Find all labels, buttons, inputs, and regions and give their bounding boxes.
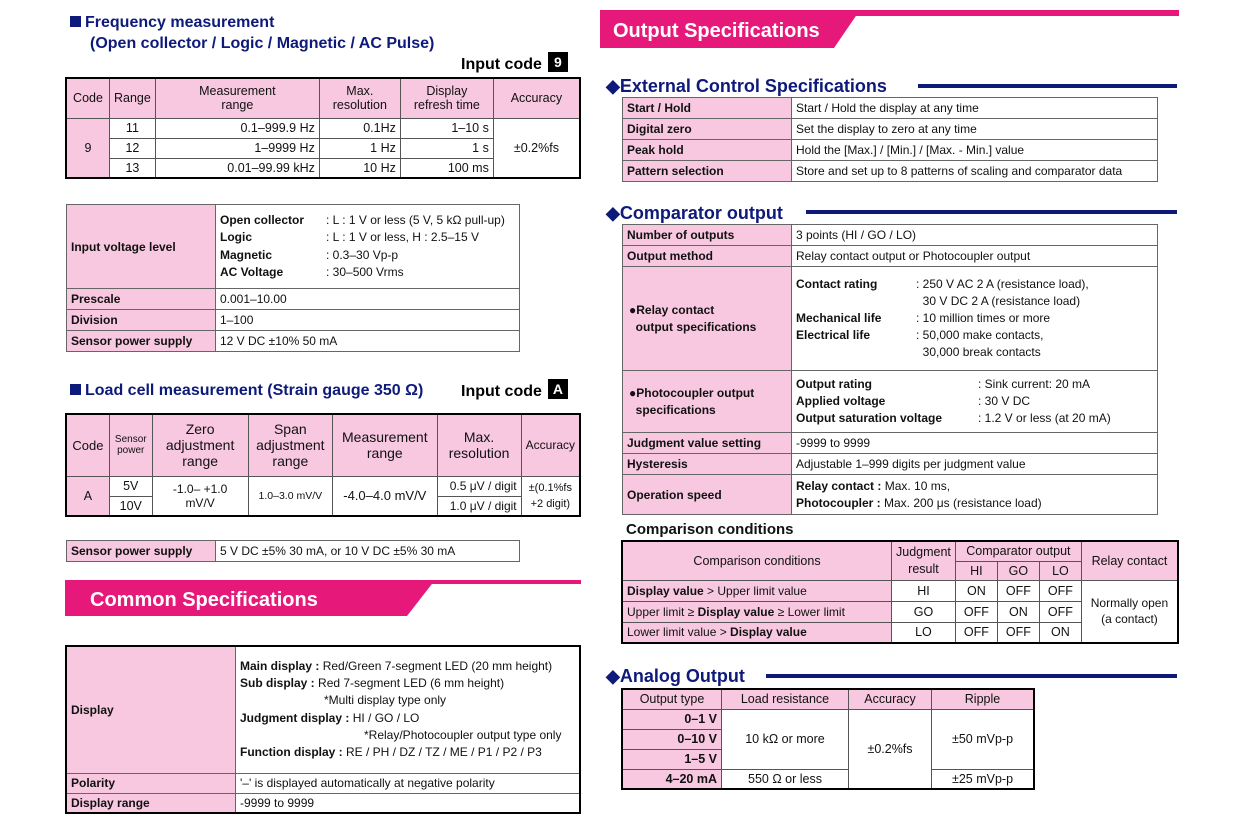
res-cell: 0.5 μV / digit xyxy=(437,476,521,496)
display-key: Main display : xyxy=(240,658,320,673)
col-header-line: result xyxy=(908,561,939,576)
photo-value: : Sink current: 20 mA xyxy=(978,377,1091,391)
output-specs-banner xyxy=(600,10,1179,48)
polarity-value: '–' is displayed automatically at negative polarity xyxy=(236,773,581,793)
spec-value: Relay contact output or Photocoupler output xyxy=(792,246,1158,267)
refresh-cell: 100 ms xyxy=(400,158,493,178)
spec-label: Judgment value setting xyxy=(623,433,792,454)
col-header: Accuracy xyxy=(493,78,580,118)
os-key: Photocoupler : xyxy=(796,495,881,510)
res-cell: 1.0 μV / digit xyxy=(437,496,521,516)
comparator-table xyxy=(622,224,1158,515)
relay-line: (a contact) xyxy=(1101,612,1158,627)
common-specs-table xyxy=(65,645,581,814)
polarity-label: Polarity xyxy=(66,773,236,793)
title-rule xyxy=(766,674,1177,678)
load-cell-title-text: Load cell measurement (Strain gauge 350 Ω) xyxy=(85,382,424,399)
display-key: Judgment display : xyxy=(240,710,350,725)
spec-value: Store and set up to 8 patterns of scaling and comparator data xyxy=(792,161,1158,182)
relay-values xyxy=(792,267,1158,371)
condition-part: Display value xyxy=(730,625,807,640)
spec-value: 3 points (HI / GO / LO) xyxy=(792,225,1158,246)
condition-part: > Upper limit value xyxy=(703,583,807,598)
range-cell: 11 xyxy=(110,118,156,138)
meas-cell: 0.01–99.99 kHz xyxy=(155,158,319,178)
condition-part: Display value xyxy=(697,604,775,619)
res-cell: 10 Hz xyxy=(319,158,400,178)
ivl-key: AC Voltage xyxy=(220,265,284,279)
ripple-cell: ±50 mVp-p xyxy=(932,709,1035,769)
display-key: Sub display : xyxy=(240,676,315,691)
load-input-code xyxy=(461,379,568,401)
table-row xyxy=(622,580,1178,601)
lo-cell: OFF xyxy=(1039,580,1081,601)
spec-label: Peak hold xyxy=(623,140,792,161)
accuracy-line: ±(0.1%fs xyxy=(528,481,572,494)
spec-label: Operation speed xyxy=(623,475,792,515)
col-header: Load resistance xyxy=(722,689,849,709)
table-row xyxy=(66,476,580,496)
range-cell: 12 xyxy=(110,138,156,158)
relay-key: Electrical life xyxy=(796,328,871,342)
display-note: *Multi display type only xyxy=(324,693,447,708)
comparator-title-text: Comparator output xyxy=(619,203,783,223)
hi-cell: ON xyxy=(955,580,997,601)
display-value: Red 7-segment LED (6 mm height) xyxy=(314,676,505,691)
col-header: Range xyxy=(110,78,156,118)
spec-value: 5 V DC ±5% 30 mA, or 10 V DC ±5% 30 mA xyxy=(216,541,520,562)
meas-cell: -4.0–4.0 mV/V xyxy=(333,476,437,516)
input-code-badge: 9 xyxy=(548,52,568,72)
ivl-value: : L : 1 V or less (5 V, 5 kΩ pull-up) xyxy=(326,212,505,227)
spec-label: Division xyxy=(67,310,216,331)
condition-cell xyxy=(622,580,892,601)
photo-key: Output saturation voltage xyxy=(796,411,943,425)
relay-line: Normally open xyxy=(1090,596,1169,611)
relay-value: : 50,000 make contacts, xyxy=(916,328,1044,342)
relay-contact-cell xyxy=(1081,580,1178,643)
ext-control-table xyxy=(622,97,1158,182)
code-cell: 9 xyxy=(66,118,110,178)
photo-value: : 30 V DC xyxy=(978,394,1031,408)
display-line xyxy=(240,675,575,692)
relay-key: Mechanical life xyxy=(796,311,882,325)
input-spec-table xyxy=(66,204,520,352)
output-type-cell: 0–10 V xyxy=(622,729,722,749)
hi-cell: OFF xyxy=(955,622,997,643)
spec-label: Digital zero xyxy=(623,119,792,140)
lo-cell: ON xyxy=(1039,622,1081,643)
sensor-power-cell: 10V xyxy=(109,496,152,516)
col-header: HI xyxy=(955,561,997,580)
refresh-cell: 1 s xyxy=(400,138,493,158)
col-header: Max. resolution xyxy=(437,414,521,476)
photo-values xyxy=(792,371,1158,433)
output-type-cell: 0–1 V xyxy=(622,709,722,729)
spec-label: Number of outputs xyxy=(623,225,792,246)
table-row xyxy=(622,769,1034,789)
display-value: Red/Green 7-segment LED (20 mm height) xyxy=(319,658,553,673)
comparator-title xyxy=(606,203,783,224)
ext-control-title xyxy=(606,76,887,97)
load-cell-table xyxy=(65,413,581,517)
col-header: Ripple xyxy=(932,689,1035,709)
analog-table xyxy=(621,688,1035,790)
ivl-label: Input voltage level xyxy=(67,205,216,289)
relay-label-line: ●Relay contact xyxy=(629,302,715,317)
comparison-conditions-title: Comparison conditions xyxy=(626,521,794,538)
diamond-icon: ◆ xyxy=(606,76,620,96)
col-header: Comparator output xyxy=(955,541,1081,561)
spec-value: Adjustable 1–999 digits per judgment value xyxy=(792,454,1158,475)
condition-part: Display value xyxy=(627,583,704,598)
ivl-value: : L : 1 V or less, H : 2.5–15 V xyxy=(326,230,479,244)
output-specs-title: Output Specifications xyxy=(613,20,820,42)
load-cell: 550 Ω or less xyxy=(722,769,849,789)
output-type-cell: 4–20 mA xyxy=(622,769,722,789)
col-header: Code xyxy=(66,78,110,118)
os-value: Max. 10 ms, xyxy=(881,478,951,493)
ext-control-title-text: External Control Specifications xyxy=(619,76,887,96)
title-rule xyxy=(806,210,1177,214)
meas-cell: 0.1–999.9 Hz xyxy=(155,118,319,138)
refresh-cell: 1–10 s xyxy=(400,118,493,138)
col-header: Display refresh time xyxy=(400,78,493,118)
diamond-icon: ◆ xyxy=(606,203,620,223)
input-code-badge: A xyxy=(548,379,568,399)
accuracy-cell: ±0.2%fs xyxy=(493,118,580,178)
photo-label xyxy=(623,371,792,433)
comparison-table xyxy=(621,540,1179,644)
condition-cell xyxy=(622,601,892,622)
display-key: Function display : xyxy=(240,745,343,760)
spec-label: Start / Hold xyxy=(623,98,792,119)
display-label: Display xyxy=(66,646,236,773)
title-rule xyxy=(918,84,1177,88)
ripple-cell: ±25 mVp-p xyxy=(932,769,1035,789)
col-header: Output type xyxy=(622,689,722,709)
display-note: *Relay/Photocoupler output type only xyxy=(364,728,562,743)
ivl-key: Logic xyxy=(220,230,252,244)
table-row xyxy=(622,709,1034,729)
output-type-cell: 1–5 V xyxy=(622,749,722,769)
display-value: HI / GO / LO xyxy=(349,710,420,725)
judgment-cell: HI xyxy=(892,580,956,601)
frequency-subtitle: (Open collector / Logic / Magnetic / AC Pulse) xyxy=(90,35,435,52)
display-values xyxy=(236,646,581,773)
table-row xyxy=(66,118,580,138)
col-header: Max. resolution xyxy=(319,78,400,118)
col-header: Accuracy xyxy=(849,689,932,709)
spec-label: Hysteresis xyxy=(623,454,792,475)
col-header: Sensor power xyxy=(109,414,152,476)
input-code-label: Input code xyxy=(461,383,542,400)
range-cell: 13 xyxy=(110,158,156,178)
col-header xyxy=(892,541,956,580)
display-line xyxy=(240,710,575,727)
col-header: Zero adjustment range xyxy=(152,414,248,476)
analog-title-text: Analog Output xyxy=(619,666,745,686)
res-cell: 1 Hz xyxy=(319,138,400,158)
relay-value: : 10 million times or more xyxy=(916,311,1051,325)
display-line xyxy=(240,744,575,761)
accuracy-line: +2 digit) xyxy=(530,497,571,510)
frequency-input-code xyxy=(461,52,568,74)
os-key: Relay contact : xyxy=(796,478,882,493)
lo-cell: OFF xyxy=(1039,601,1081,622)
common-specs-banner xyxy=(65,580,581,616)
photo-label-line: specifications xyxy=(635,402,716,417)
col-header-line: Judgment xyxy=(896,544,951,559)
ivl-key: Open collector xyxy=(220,212,305,227)
relay-value: 30,000 break contacts xyxy=(916,345,1041,359)
res-cell: 0.1Hz xyxy=(319,118,400,138)
zero-cell: -1.0– +1.0 mV/V xyxy=(152,476,248,516)
col-header: Relay contact xyxy=(1081,541,1178,580)
spec-value: 12 V DC ±10% 50 mA xyxy=(216,331,520,352)
col-header: Comparison conditions xyxy=(622,541,892,580)
relay-value: 30 V DC 2 A (resistance load) xyxy=(916,294,1081,308)
ivl-value: : 30–500 Vrms xyxy=(326,265,404,279)
hi-cell: OFF xyxy=(955,601,997,622)
col-header: Code xyxy=(66,414,109,476)
load-sps-table xyxy=(66,540,520,562)
frequency-title-text: Frequency measurement xyxy=(85,14,275,31)
col-header: Measurement range xyxy=(155,78,319,118)
spec-value: 1–100 xyxy=(216,310,520,331)
col-header: GO xyxy=(997,561,1039,580)
range-value: -9999 to 9999 xyxy=(236,793,581,813)
square-bullet-icon xyxy=(70,16,81,27)
go-cell: OFF xyxy=(997,622,1039,643)
spec-label: Pattern selection xyxy=(623,161,792,182)
spec-value: Set the display to zero at any time xyxy=(792,119,1158,140)
accuracy-cell xyxy=(521,476,580,516)
span-cell: 1.0–3.0 mV/V xyxy=(248,476,333,516)
spec-value: Start / Hold the display at any time xyxy=(792,98,1158,119)
relay-label-line: output specifications xyxy=(635,319,757,334)
go-cell: ON xyxy=(997,601,1039,622)
spec-label: Output method xyxy=(623,246,792,267)
sensor-power-cell: 5V xyxy=(109,476,152,496)
display-line xyxy=(240,658,575,675)
spec-label: Sensor power supply xyxy=(67,331,216,352)
relay-value: : 250 V AC 2 A (resistance load), xyxy=(916,277,1089,291)
display-value: RE / PH / DZ / TZ / ME / P1 / P2 / P3 xyxy=(342,745,542,760)
range-label: Display range xyxy=(66,793,236,813)
spec-value: 0.001–10.00 xyxy=(216,289,520,310)
operation-speed-values xyxy=(792,475,1158,515)
accuracy-cell: ±0.2%fs xyxy=(849,709,932,789)
relay-key xyxy=(796,293,916,310)
condition-part: Upper limit ≥ xyxy=(627,604,698,619)
spec-label: Sensor power supply xyxy=(67,541,216,562)
spec-value: Hold the [Max.] / [Min.] / [Max. - Min.] value xyxy=(792,140,1158,161)
load-cell-title xyxy=(70,382,423,400)
frequency-table xyxy=(65,77,581,179)
load-cell: 10 kΩ or more xyxy=(722,709,849,769)
relay-key xyxy=(796,344,916,361)
col-header: Span adjustment range xyxy=(248,414,333,476)
frequency-title xyxy=(70,14,274,32)
photo-key: Output rating xyxy=(796,377,872,391)
photo-key: Applied voltage xyxy=(796,394,886,408)
col-header: Measurement range xyxy=(333,414,437,476)
photo-value: : 1.2 V or less (at 20 mA) xyxy=(978,411,1111,425)
square-bullet-icon xyxy=(70,384,81,395)
condition-part: Lower limit value > xyxy=(627,625,731,640)
ivl-values xyxy=(216,205,520,289)
spec-value: -9999 to 9999 xyxy=(792,433,1158,454)
code-cell: A xyxy=(66,476,109,516)
judgment-cell: GO xyxy=(892,601,956,622)
diamond-icon: ◆ xyxy=(606,666,620,686)
judgment-cell: LO xyxy=(892,622,956,643)
ivl-value: : 0.3–30 Vp-p xyxy=(326,247,399,262)
ivl-key: Magnetic xyxy=(220,247,273,262)
spec-label: Prescale xyxy=(67,289,216,310)
meas-cell: 1–9999 Hz xyxy=(155,138,319,158)
relay-key: Contact rating xyxy=(796,277,878,291)
col-header: LO xyxy=(1039,561,1081,580)
condition-cell xyxy=(622,622,892,643)
condition-part: ≥ Lower limit xyxy=(774,604,845,619)
col-header: Accuracy xyxy=(521,414,580,476)
photo-label-line: ●Photocoupler output xyxy=(629,385,755,400)
os-value: Max. 200 μs (resistance load) xyxy=(880,495,1042,510)
analog-title xyxy=(606,666,745,687)
relay-label xyxy=(623,267,792,371)
input-code-label: Input code xyxy=(461,56,542,73)
common-specs-title: Common Specifications xyxy=(90,589,318,611)
go-cell: OFF xyxy=(997,580,1039,601)
